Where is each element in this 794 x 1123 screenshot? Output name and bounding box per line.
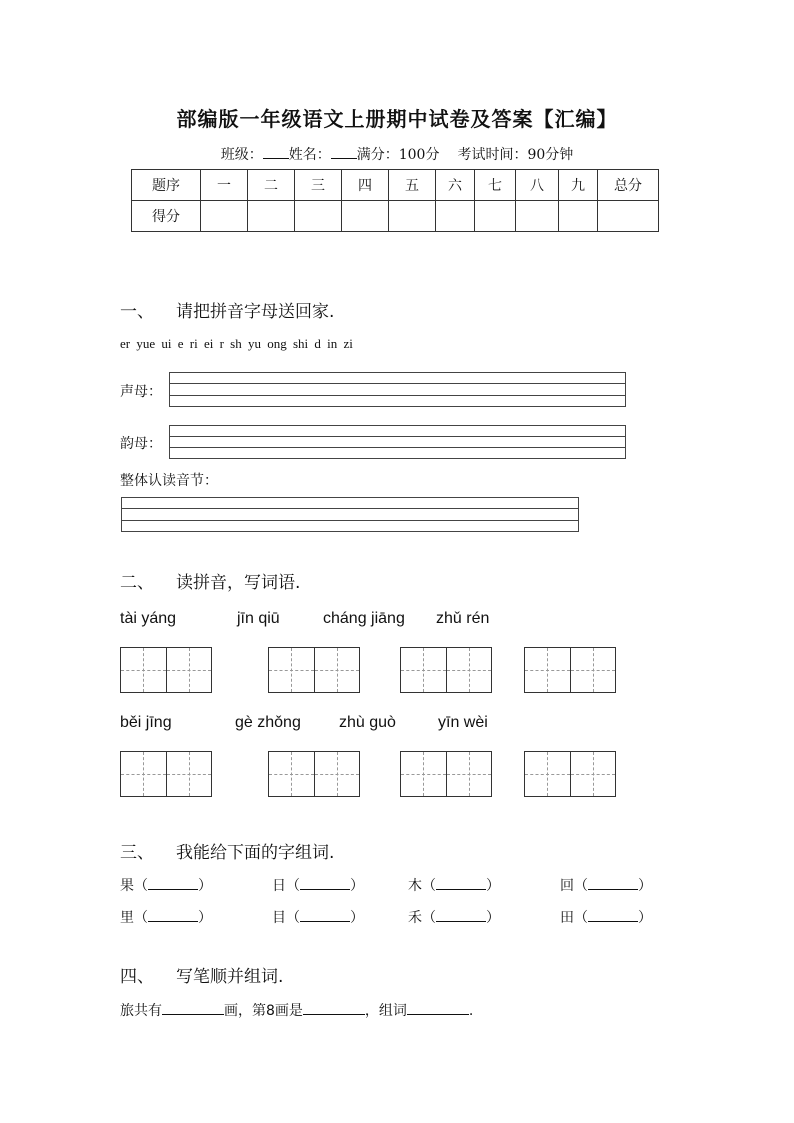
answer-blank[interactable] xyxy=(588,909,638,922)
full-score: 满分：100分 xyxy=(356,147,440,163)
word-item xyxy=(408,907,500,927)
pinyin-prompt: jīn qiū xyxy=(237,610,280,627)
tian-grid-box[interactable] xyxy=(120,647,212,693)
tian-grid-box[interactable] xyxy=(268,751,360,797)
bracket-close: ） xyxy=(350,878,364,894)
section-title: 写笔顺并组词. xyxy=(176,967,284,987)
exam-time: 考试时间：90分钟 xyxy=(457,147,574,163)
answer-blank[interactable] xyxy=(148,909,198,922)
bracket-open: （ xyxy=(422,910,436,926)
score-cell[interactable] xyxy=(475,201,516,232)
table-cell: 总分 xyxy=(598,170,659,201)
word-item xyxy=(560,875,652,895)
zhengti-writing-lines[interactable] xyxy=(121,497,579,532)
section-number: 三、 xyxy=(120,843,154,863)
section-number: 二、 xyxy=(120,573,154,593)
section-3-heading xyxy=(120,838,334,863)
table-cell: 三 xyxy=(295,170,342,201)
stroke-order-question xyxy=(120,1000,473,1020)
table-cell: 得分 xyxy=(132,201,201,232)
pinyin-prompt: běi jīng xyxy=(120,714,172,731)
bracket-close: ） xyxy=(198,910,212,926)
pinyin-prompt: cháng jiāng xyxy=(323,610,405,627)
score-cell[interactable] xyxy=(389,201,436,232)
bracket-open: （ xyxy=(422,878,436,894)
character: 里 xyxy=(120,910,134,926)
character: 目 xyxy=(272,910,286,926)
pinyin-prompt: zhǔ rén xyxy=(436,610,490,627)
character: 禾 xyxy=(408,910,422,926)
table-cell: 八 xyxy=(516,170,559,201)
character: 回 xyxy=(560,878,574,894)
section-2-heading xyxy=(120,568,300,593)
question-text: 旅共有 xyxy=(120,1003,162,1019)
answer-blank[interactable] xyxy=(588,877,638,890)
score-cell[interactable] xyxy=(201,201,248,232)
section-1-heading xyxy=(120,297,334,322)
pinyin-prompt: tài yáng xyxy=(120,610,177,627)
stroke-8-blank[interactable] xyxy=(303,1002,365,1015)
answer-blank[interactable] xyxy=(148,877,198,890)
stroke-count-blank[interactable] xyxy=(162,1002,224,1015)
character: 日 xyxy=(272,878,286,894)
answer-blank[interactable] xyxy=(300,877,350,890)
word-item xyxy=(408,875,500,895)
bracket-close: ） xyxy=(638,878,652,894)
table-cell: 题序 xyxy=(132,170,201,201)
bracket-open: （ xyxy=(134,910,148,926)
bracket-open: （ xyxy=(574,878,588,894)
tian-grid-box[interactable] xyxy=(120,751,212,797)
exam-info xyxy=(0,144,794,164)
character: 木 xyxy=(408,878,422,894)
pinyin-prompt: yīn wèi xyxy=(438,714,488,731)
bracket-open: （ xyxy=(574,910,588,926)
page-title: 部编版一年级语文上册期中试卷及答案【汇编】 xyxy=(176,107,618,131)
section-title: 读拼音，写词语. xyxy=(176,573,301,593)
table-cell: 七 xyxy=(475,170,516,201)
bracket-close: ） xyxy=(486,878,500,894)
tian-grid-box[interactable] xyxy=(524,647,616,693)
pinyin-letters: er yue ui e ri ei r sh yu ong shi d in zi xyxy=(120,336,353,351)
pinyin-prompt: gè zhǒng xyxy=(235,714,301,731)
table-cell: 六 xyxy=(436,170,475,201)
table-cell: 二 xyxy=(248,170,295,201)
word-item xyxy=(120,907,212,927)
bracket-close: ） xyxy=(486,910,500,926)
character: 田 xyxy=(560,910,574,926)
word-blank[interactable] xyxy=(407,1002,469,1015)
bracket-open: （ xyxy=(134,878,148,894)
tian-grid-box[interactable] xyxy=(524,751,616,797)
table-cell: 四 xyxy=(342,170,389,201)
answer-blank[interactable] xyxy=(436,877,486,890)
bracket-open: （ xyxy=(286,910,300,926)
score-cell[interactable] xyxy=(559,201,598,232)
yunmu-label: 韵母： xyxy=(120,436,162,452)
tian-grid-box[interactable] xyxy=(400,647,492,693)
word-item xyxy=(120,875,212,895)
bracket-close: ） xyxy=(198,878,212,894)
shengmu-writing-lines[interactable] xyxy=(169,372,626,407)
score-cell[interactable] xyxy=(342,201,389,232)
bracket-open: （ xyxy=(286,878,300,894)
name-blank[interactable] xyxy=(331,146,357,159)
section-title: 我能给下面的字组词. xyxy=(176,843,335,863)
question-text: 画，第8画是 xyxy=(224,1003,303,1019)
yunmu-writing-lines[interactable] xyxy=(169,425,626,459)
bracket-close: ） xyxy=(638,910,652,926)
section-number: 四、 xyxy=(120,967,154,987)
word-item xyxy=(560,907,652,927)
word-item xyxy=(272,907,364,927)
section-4-heading xyxy=(120,962,283,987)
tian-grid-box[interactable] xyxy=(400,751,492,797)
section-title: 请把拼音字母送回家. xyxy=(176,302,335,322)
score-cell[interactable] xyxy=(598,201,659,232)
answer-blank[interactable] xyxy=(436,909,486,922)
score-cell[interactable] xyxy=(248,201,295,232)
question-text: ，组词 xyxy=(364,1003,407,1019)
score-cell[interactable] xyxy=(436,201,475,232)
score-table-header-row xyxy=(132,170,659,201)
bracket-close: ） xyxy=(350,910,364,926)
score-cell[interactable] xyxy=(295,201,342,232)
zhengti-label: 整体认读音节： xyxy=(120,473,218,489)
answer-blank[interactable] xyxy=(300,909,350,922)
section-number: 一、 xyxy=(120,302,154,322)
class-label: 班级： xyxy=(220,147,263,163)
pinyin-prompt: zhù guò xyxy=(339,714,396,731)
tian-grid-box[interactable] xyxy=(268,647,360,693)
name-label: 姓名： xyxy=(288,147,331,163)
word-item xyxy=(272,875,364,895)
class-blank[interactable] xyxy=(263,146,289,159)
score-cell[interactable] xyxy=(516,201,559,232)
character: 果 xyxy=(120,878,134,894)
score-table-score-row xyxy=(132,201,659,232)
shengmu-label: 声母： xyxy=(120,384,162,400)
table-cell: 九 xyxy=(559,170,598,201)
score-table xyxy=(131,169,659,232)
table-cell: 五 xyxy=(389,170,436,201)
question-text: . xyxy=(468,1003,474,1019)
table-cell: 一 xyxy=(201,170,248,201)
